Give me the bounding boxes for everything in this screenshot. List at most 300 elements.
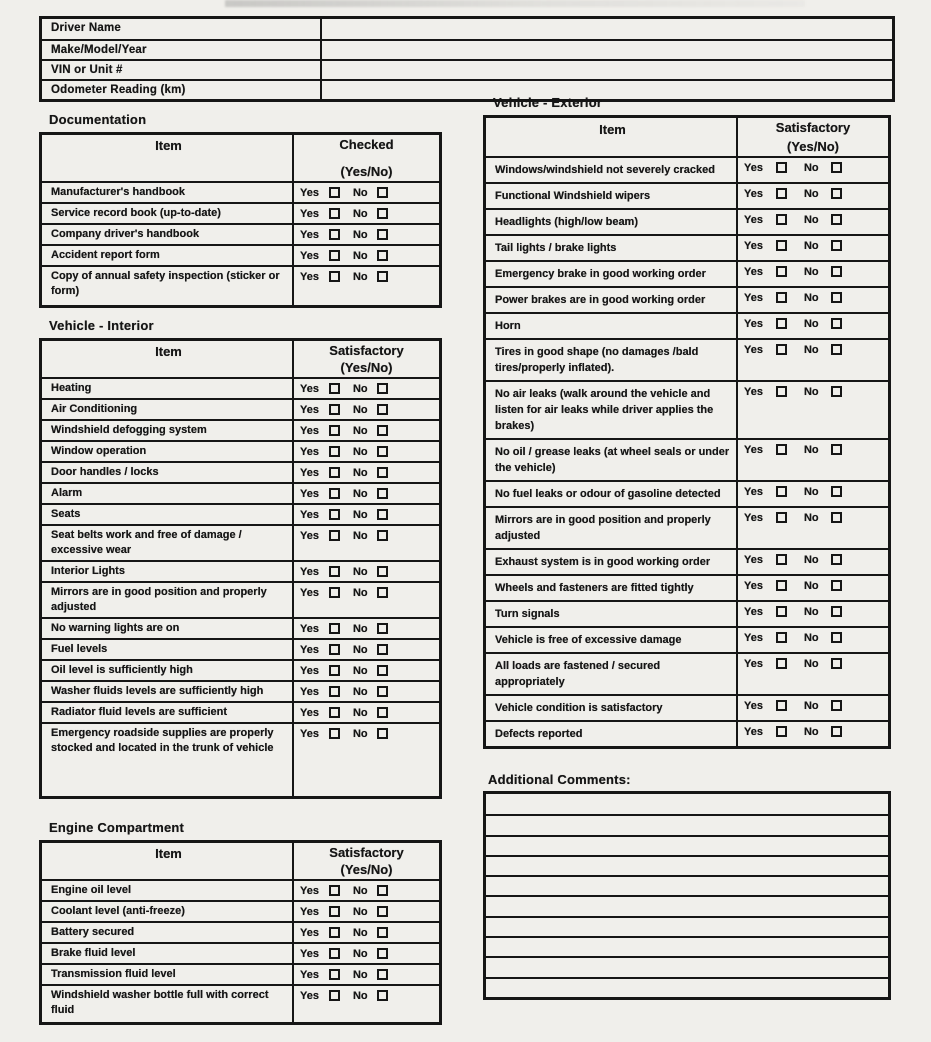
yes-label: Yes: [300, 488, 319, 500]
no-label: No: [803, 188, 819, 200]
item-label: Seats: [42, 505, 294, 524]
yes-checkbox[interactable]: [776, 632, 787, 643]
status-cell: [294, 682, 439, 701]
item-label: Emergency roadside supplies are properly stocked and located in the trunk of vehicle: [42, 724, 294, 796]
yes-label: Yes: [744, 632, 763, 644]
comments-box: [483, 791, 891, 1000]
no-label: No: [352, 229, 368, 241]
status-column-header: [738, 118, 888, 156]
yes-label: Yes: [744, 512, 763, 524]
no-checkbox[interactable]: [831, 632, 842, 643]
header-field-row: [42, 19, 892, 39]
no-label: No: [803, 554, 819, 566]
yes-checkbox[interactable]: [329, 509, 340, 520]
field-label: VIN or Unit #: [42, 61, 322, 79]
no-checkbox[interactable]: [831, 292, 842, 303]
yes-checkbox[interactable]: [329, 404, 340, 415]
comment-line[interactable]: [486, 794, 888, 814]
no-checkbox[interactable]: [831, 580, 842, 591]
checklist-row: [42, 398, 439, 419]
checklist-row: [42, 419, 439, 440]
yes-label: Yes: [744, 606, 763, 618]
yes-checkbox[interactable]: [329, 686, 340, 697]
field-label: Make/Model/Year: [42, 41, 322, 59]
yes-checkbox[interactable]: [776, 240, 787, 251]
item-label: Mirrors are in good position and properly adjusted: [42, 583, 294, 617]
no-label: No: [803, 632, 819, 644]
no-label: No: [803, 606, 819, 618]
no-checkbox[interactable]: [377, 644, 388, 655]
yes-checkbox[interactable]: [329, 566, 340, 577]
comment-line[interactable]: [486, 936, 888, 956]
no-checkbox[interactable]: [831, 444, 842, 455]
no-checkbox[interactable]: [377, 446, 388, 457]
yes-checkbox[interactable]: [329, 665, 340, 676]
item-label: No warning lights are on: [42, 619, 294, 638]
status-cell: [738, 602, 888, 626]
no-checkbox[interactable]: [831, 266, 842, 277]
yes-checkbox[interactable]: [776, 188, 787, 199]
no-checkbox[interactable]: [377, 250, 388, 261]
yes-label: Yes: [300, 530, 319, 542]
yes-label: Yes: [300, 446, 319, 458]
comment-line[interactable]: [486, 916, 888, 936]
comment-line[interactable]: [486, 814, 888, 834]
checklist-row: [486, 260, 888, 286]
no-checkbox[interactable]: [831, 554, 842, 565]
yes-checkbox[interactable]: [329, 906, 340, 917]
make-model-year-value-field[interactable]: [322, 41, 892, 59]
comment-line[interactable]: [486, 895, 888, 915]
vin-or-unit-value-field[interactable]: [322, 61, 892, 79]
status-cell: [294, 583, 439, 617]
yes-checkbox[interactable]: [329, 948, 340, 959]
yes-checkbox[interactable]: [776, 554, 787, 565]
item-label: Vehicle condition is satisfactory: [486, 696, 738, 720]
yes-label: Yes: [744, 292, 763, 304]
yes-checkbox[interactable]: [329, 383, 340, 394]
no-checkbox[interactable]: [831, 188, 842, 199]
no-checkbox[interactable]: [377, 404, 388, 415]
yes-checkbox[interactable]: [329, 927, 340, 938]
checklist-row: [486, 652, 888, 694]
status-cell: [738, 440, 888, 480]
yes-checkbox[interactable]: [776, 318, 787, 329]
yes-label: Yes: [300, 623, 319, 635]
no-checkbox[interactable]: [831, 726, 842, 737]
yes-label: Yes: [300, 906, 319, 918]
no-label: No: [803, 386, 819, 398]
status-cell: [294, 724, 439, 796]
item-label: Service record book (up-to-date): [42, 204, 294, 223]
no-label: No: [803, 266, 819, 278]
no-label: No: [352, 906, 368, 918]
no-checkbox[interactable]: [831, 658, 842, 669]
no-label: No: [803, 700, 819, 712]
yes-label: Yes: [300, 404, 319, 416]
checklist-row: [486, 574, 888, 600]
status-cell: [738, 210, 888, 234]
checklist-row: [42, 377, 439, 398]
yes-checkbox[interactable]: [329, 707, 340, 718]
checklist-row: [42, 265, 439, 305]
status-header-label: Satisfactory: [329, 845, 404, 860]
item-column-header: Item: [486, 118, 738, 156]
yes-label: Yes: [300, 425, 319, 437]
item-label: Defects reported: [486, 722, 738, 746]
checklist-row: [42, 921, 439, 942]
status-cell: [294, 400, 439, 419]
status-cell: [738, 482, 888, 506]
left-column: [39, 110, 442, 1038]
item-label: No air leaks (walk around the vehicle and listen for air leaks while driver applies the brakes): [486, 382, 738, 438]
header-fields-table: [39, 16, 895, 102]
comment-line[interactable]: [486, 875, 888, 895]
yes-checkbox[interactable]: [776, 292, 787, 303]
yes-label: Yes: [300, 885, 319, 897]
status-cell: [294, 183, 439, 202]
checklist-row: [486, 626, 888, 652]
additional-comments-title: Additional Comments:: [488, 772, 631, 787]
no-label: No: [352, 425, 368, 437]
yes-checkbox[interactable]: [329, 885, 340, 896]
no-checkbox[interactable]: [377, 229, 388, 240]
checklist-row: [42, 900, 439, 921]
table-header-row: [486, 118, 888, 156]
checklist-row: [42, 202, 439, 223]
item-label: No fuel leaks or odour of gasoline detected: [486, 482, 738, 506]
no-label: No: [352, 927, 368, 939]
no-label: No: [803, 580, 819, 592]
yes-label: Yes: [744, 188, 763, 200]
yes-label: Yes: [300, 707, 319, 719]
no-checkbox[interactable]: [831, 486, 842, 497]
status-cell: [738, 158, 888, 182]
no-checkbox[interactable]: [831, 162, 842, 173]
no-checkbox[interactable]: [377, 927, 388, 938]
no-label: No: [352, 208, 368, 220]
checklist-row: [42, 680, 439, 701]
yes-checkbox[interactable]: [329, 728, 340, 739]
yes-checkbox[interactable]: [329, 446, 340, 457]
checklist-table: [39, 132, 442, 308]
no-checkbox[interactable]: [377, 990, 388, 1001]
no-checkbox[interactable]: [377, 906, 388, 917]
yes-label: Yes: [300, 644, 319, 656]
yes-checkbox[interactable]: [776, 386, 787, 397]
yes-label: Yes: [300, 187, 319, 199]
no-checkbox[interactable]: [831, 214, 842, 225]
item-label: Mirrors are in good position and properly adjusted: [486, 508, 738, 548]
checklist-row: [486, 208, 888, 234]
item-column-header: Item: [42, 135, 294, 181]
status-cell: [738, 382, 888, 438]
item-label: Interior Lights: [42, 562, 294, 581]
status-cell: [294, 923, 439, 942]
no-checkbox[interactable]: [377, 948, 388, 959]
yes-checkbox[interactable]: [776, 658, 787, 669]
no-label: No: [352, 404, 368, 416]
item-label: Accident report form: [42, 246, 294, 265]
status-subheader-label: (Yes/No): [340, 360, 393, 375]
comment-line[interactable]: [486, 956, 888, 976]
yes-label: Yes: [744, 444, 763, 456]
item-label: Engine oil level: [42, 881, 294, 900]
yes-checkbox[interactable]: [776, 486, 787, 497]
checklist-row: [42, 223, 439, 244]
yes-checkbox[interactable]: [329, 530, 340, 541]
no-checkbox[interactable]: [377, 969, 388, 980]
checklist-row: [486, 380, 888, 438]
no-label: No: [352, 707, 368, 719]
no-checkbox[interactable]: [377, 208, 388, 219]
checklist-row: [42, 722, 439, 796]
no-checkbox[interactable]: [377, 530, 388, 541]
item-label: Tires in good shape (no damages /bald tires/properly inflated).: [486, 340, 738, 380]
no-checkbox[interactable]: [377, 623, 388, 634]
no-checkbox[interactable]: [377, 271, 388, 282]
no-checkbox[interactable]: [377, 665, 388, 676]
yes-label: Yes: [300, 566, 319, 578]
yes-checkbox[interactable]: [329, 187, 340, 198]
yes-label: Yes: [300, 509, 319, 521]
no-label: No: [352, 187, 368, 199]
no-label: No: [803, 512, 819, 524]
status-cell: [738, 508, 888, 548]
yes-label: Yes: [744, 700, 763, 712]
yes-checkbox[interactable]: [329, 467, 340, 478]
item-label: Coolant level (anti-freeze): [42, 902, 294, 921]
yes-checkbox[interactable]: [329, 623, 340, 634]
status-cell: [294, 442, 439, 461]
yes-checkbox[interactable]: [329, 644, 340, 655]
status-column-header: [294, 843, 439, 879]
comment-line[interactable]: [486, 855, 888, 875]
yes-label: Yes: [744, 580, 763, 592]
status-cell: [294, 204, 439, 223]
status-cell: [294, 379, 439, 398]
status-cell: [294, 986, 439, 1022]
status-cell: [738, 314, 888, 338]
item-label: Power brakes are in good working order: [486, 288, 738, 312]
checklist-row: [42, 503, 439, 524]
yes-label: Yes: [744, 240, 763, 252]
status-cell: [294, 902, 439, 921]
status-cell: [738, 550, 888, 574]
no-checkbox[interactable]: [831, 512, 842, 523]
checklist-row: [42, 581, 439, 617]
yes-checkbox[interactable]: [329, 229, 340, 240]
item-label: Headlights (high/low beam): [486, 210, 738, 234]
status-cell: [294, 246, 439, 265]
no-checkbox[interactable]: [377, 488, 388, 499]
item-label: Air Conditioning: [42, 400, 294, 419]
comment-line[interactable]: [486, 835, 888, 855]
item-label: Transmission fluid level: [42, 965, 294, 984]
yes-checkbox[interactable]: [776, 580, 787, 591]
section-title: Vehicle - Interior: [49, 318, 154, 333]
checklist-table: [483, 115, 891, 749]
item-label: Exhaust system is in good working order: [486, 550, 738, 574]
no-label: No: [352, 530, 368, 542]
yes-label: Yes: [300, 927, 319, 939]
checklist-table: [39, 338, 442, 799]
status-header-label: Satisfactory: [775, 120, 851, 135]
checklist-row: [42, 461, 439, 482]
item-label: Company driver's handbook: [42, 225, 294, 244]
item-label: Emergency brake in good working order: [486, 262, 738, 286]
no-checkbox[interactable]: [377, 509, 388, 520]
no-checkbox[interactable]: [831, 344, 842, 355]
yes-label: Yes: [300, 229, 319, 241]
yes-checkbox[interactable]: [776, 444, 787, 455]
header-field-row: [42, 39, 892, 59]
status-column-header: [294, 135, 439, 181]
checklist-row: [486, 438, 888, 480]
no-checkbox[interactable]: [377, 686, 388, 697]
checklist-row: [42, 659, 439, 680]
yes-label: Yes: [744, 162, 763, 174]
yes-checkbox[interactable]: [329, 425, 340, 436]
yes-checkbox[interactable]: [776, 162, 787, 173]
field-label: Odometer Reading (km): [42, 81, 322, 99]
checklist-row: [486, 720, 888, 746]
no-label: No: [803, 214, 819, 226]
item-column-header: Item: [42, 341, 294, 377]
no-checkbox[interactable]: [831, 606, 842, 617]
no-checkbox[interactable]: [377, 187, 388, 198]
checklist-row: [42, 963, 439, 984]
no-label: No: [352, 990, 368, 1002]
no-checkbox[interactable]: [377, 425, 388, 436]
item-label: Battery secured: [42, 923, 294, 942]
yes-label: Yes: [300, 383, 319, 395]
no-label: No: [803, 240, 819, 252]
no-checkbox[interactable]: [377, 587, 388, 598]
no-checkbox[interactable]: [377, 707, 388, 718]
status-subheader-label: (Yes/No): [340, 862, 393, 877]
yes-checkbox[interactable]: [776, 606, 787, 617]
item-label: Turn signals: [486, 602, 738, 626]
item-column-header: Item: [42, 843, 294, 879]
no-checkbox[interactable]: [831, 240, 842, 251]
item-label: Windshield defogging system: [42, 421, 294, 440]
checklist-row: [486, 480, 888, 506]
no-checkbox[interactable]: [377, 885, 388, 896]
yes-checkbox[interactable]: [329, 488, 340, 499]
no-checkbox[interactable]: [831, 386, 842, 397]
no-label: No: [352, 509, 368, 521]
yes-checkbox[interactable]: [329, 250, 340, 261]
item-label: No oil / grease leaks (at wheel seals or under the vehicle): [486, 440, 738, 480]
item-label: Radiator fluid levels are sufficient: [42, 703, 294, 722]
checklist-row: [42, 560, 439, 581]
status-cell: [294, 421, 439, 440]
checklist-row: [42, 638, 439, 659]
status-subheader-label: (Yes/No): [786, 139, 839, 154]
no-label: No: [352, 644, 368, 656]
status-cell: [738, 696, 888, 720]
status-cell: [738, 654, 888, 694]
yes-checkbox[interactable]: [329, 587, 340, 598]
yes-label: Yes: [300, 250, 319, 262]
status-cell: [738, 236, 888, 260]
checklist-row: [42, 524, 439, 560]
item-label: Seat belts work and free of damage / excessive wear: [42, 526, 294, 560]
checklist-row: [486, 548, 888, 574]
table-header-row: [42, 341, 439, 377]
yes-checkbox[interactable]: [776, 512, 787, 523]
no-checkbox[interactable]: [831, 318, 842, 329]
yes-checkbox[interactable]: [329, 271, 340, 282]
scan-artifact: [225, 0, 805, 7]
checklist-row: [42, 617, 439, 638]
no-label: No: [352, 566, 368, 578]
status-cell: [738, 576, 888, 600]
no-label: No: [352, 383, 368, 395]
yes-checkbox[interactable]: [776, 344, 787, 355]
yes-checkbox[interactable]: [776, 266, 787, 277]
status-cell: [294, 267, 439, 305]
no-checkbox[interactable]: [377, 566, 388, 577]
item-label: Window operation: [42, 442, 294, 461]
no-checkbox[interactable]: [377, 728, 388, 739]
yes-label: Yes: [744, 554, 763, 566]
section-title: Engine Compartment: [49, 820, 185, 835]
section-title: Vehicle - Exterior: [493, 95, 603, 110]
yes-checkbox[interactable]: [329, 990, 340, 1001]
yes-checkbox[interactable]: [776, 700, 787, 711]
yes-label: Yes: [744, 658, 763, 670]
no-checkbox[interactable]: [377, 383, 388, 394]
no-label: No: [352, 271, 368, 283]
yes-checkbox[interactable]: [329, 969, 340, 980]
status-cell: [294, 640, 439, 659]
field-label: Driver Name: [42, 19, 322, 39]
checklist-row: [486, 182, 888, 208]
yes-label: Yes: [300, 728, 319, 740]
yes-label: Yes: [300, 948, 319, 960]
status-cell: [294, 562, 439, 581]
no-checkbox[interactable]: [831, 700, 842, 711]
item-label: Alarm: [42, 484, 294, 503]
status-cell: [294, 505, 439, 524]
checklist-row: [486, 234, 888, 260]
yes-label: Yes: [300, 208, 319, 220]
checklist-row: [486, 600, 888, 626]
yes-checkbox[interactable]: [776, 214, 787, 225]
checklist-row: [42, 942, 439, 963]
checklist-row: [42, 701, 439, 722]
status-subheader-label: (Yes/No): [340, 164, 393, 179]
section-documentation: [39, 112, 442, 308]
item-label: Washer fluids levels are sufficiently high: [42, 682, 294, 701]
no-checkbox[interactable]: [377, 467, 388, 478]
checklist-row: [42, 181, 439, 202]
status-column-header: [294, 341, 439, 377]
yes-label: Yes: [300, 990, 319, 1002]
status-cell: [738, 722, 888, 746]
item-label: Fuel levels: [42, 640, 294, 659]
item-label: Heating: [42, 379, 294, 398]
yes-checkbox[interactable]: [329, 208, 340, 219]
item-label: Copy of annual safety inspection (sticker or form): [42, 267, 294, 305]
status-cell: [294, 661, 439, 680]
comment-line[interactable]: [486, 977, 888, 997]
driver-name-value-field[interactable]: [322, 19, 892, 39]
yes-checkbox[interactable]: [776, 726, 787, 737]
yes-label: Yes: [744, 486, 763, 498]
